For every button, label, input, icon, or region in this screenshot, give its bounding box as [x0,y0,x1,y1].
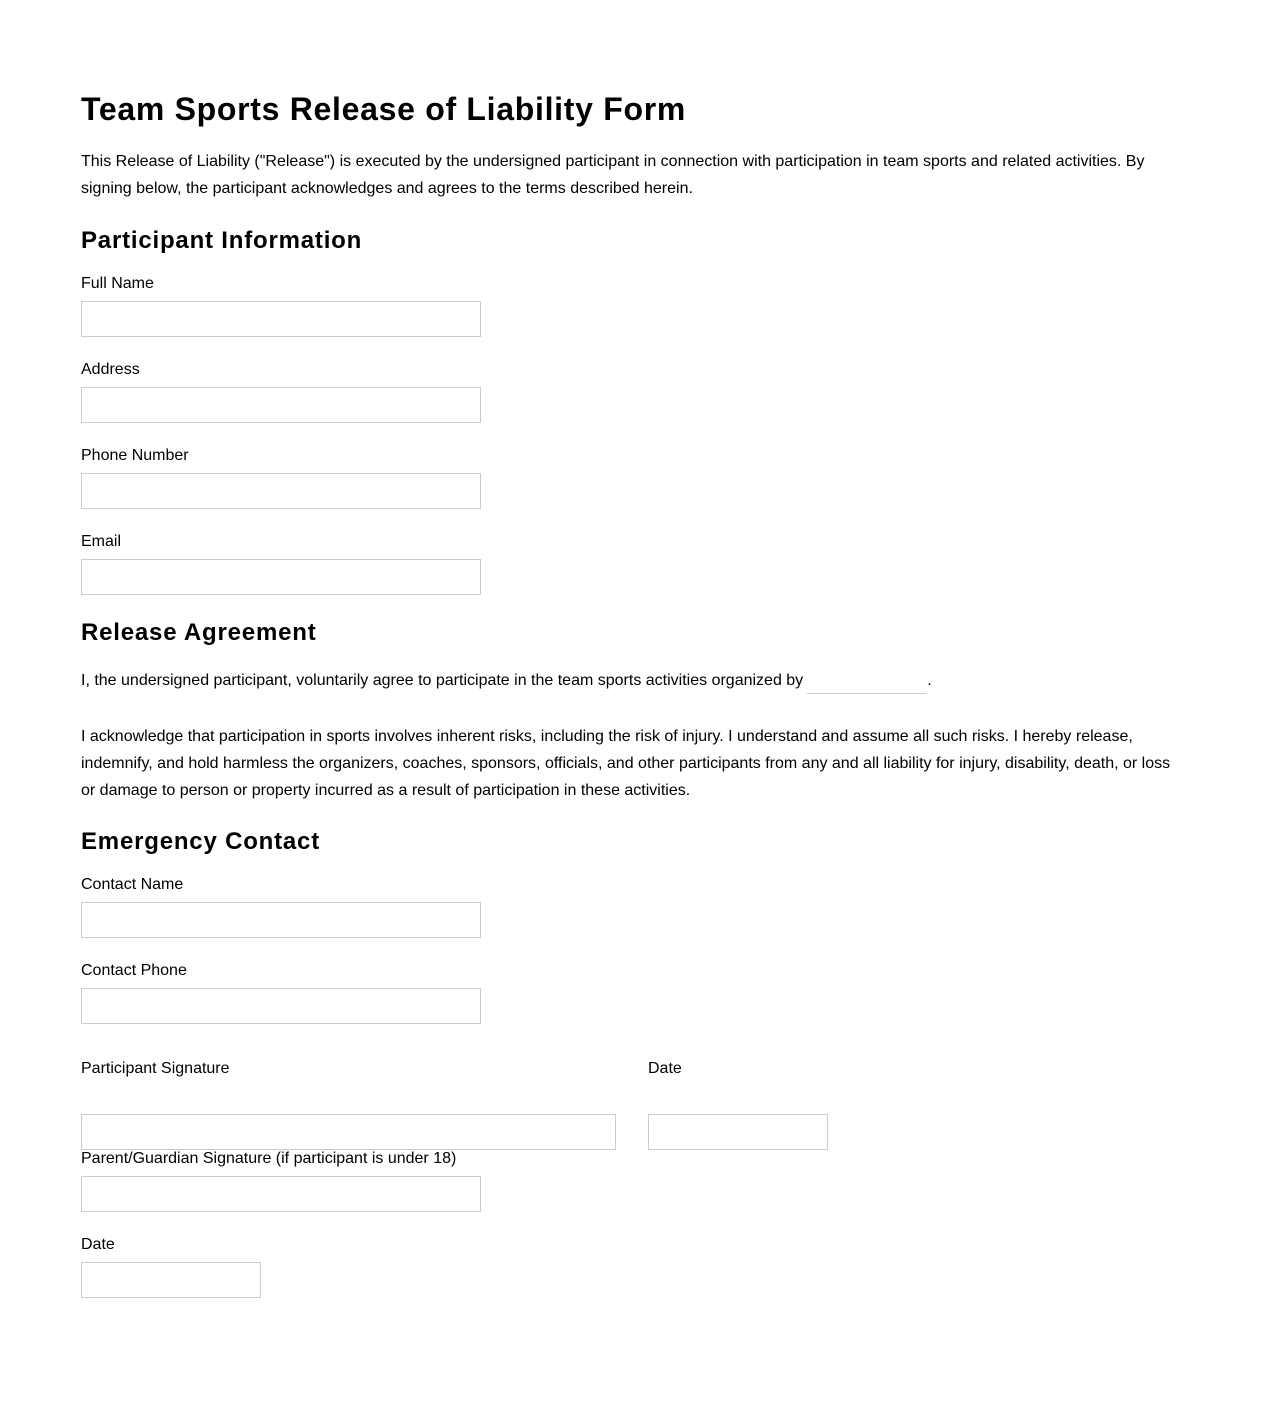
phone-number-field[interactable] [81,473,481,509]
agreement-sentence [81,667,1176,694]
emergency-contact-heading: Emergency Contact [81,828,320,855]
form-title: Team Sports Release of Liability Form [81,91,687,127]
guardian-date-label: Date [81,1236,115,1253]
agreement-text: I, the undersigned participant, voluntarily agree to participate in the team sports activities organized by [81,672,804,689]
guardian-signature-field[interactable] [81,1176,481,1212]
address-label: Address [81,361,140,378]
contact-name-label: Contact Name [81,876,184,893]
participant-date-field[interactable] [648,1114,828,1150]
email-label: Email [81,533,122,550]
release-agreement-heading: Release Agreement [81,619,317,646]
contact-name-field[interactable] [81,902,481,938]
participant-info-heading: Participant Information [81,227,363,254]
participant-date-label: Date [648,1060,682,1077]
guardian-date-field[interactable] [81,1262,261,1298]
participant-signature-field[interactable] [81,1114,616,1150]
full-name-field[interactable] [81,301,481,337]
intro-paragraph: This Release of Liability ("Release") is executed by the undersigned participant in connection with participation in team sports and related activities. By signing below, the participant acknowledges and agrees to the terms described herein. [81,153,1145,197]
full-name-label: Full Name [81,275,154,292]
contact-phone-label: Contact Phone [81,962,187,979]
organizer-input[interactable] [807,668,927,694]
contact-phone-field[interactable] [81,988,481,1024]
email-field[interactable] [81,559,481,595]
address-field[interactable] [81,387,481,423]
agreement-period: . [927,672,932,689]
risk-acknowledgement-paragraph: I acknowledge that participation in sports involves inherent risks, including the risk of injury. I understand and assume all such risks. I hereby release, indemnify, and hold harmless the organizers, coaches, sponsors, officials, and other participants from any and all liability for injury, disability, death, or loss or damage to person or property incurred as a result of participation in these activities. [81,728,1171,799]
phone-number-label: Phone Number [81,447,189,464]
guardian-signature-label: Parent/Guardian Signature (if participant is under 18) [81,1150,457,1167]
participant-signature-label: Participant Signature [81,1060,230,1077]
